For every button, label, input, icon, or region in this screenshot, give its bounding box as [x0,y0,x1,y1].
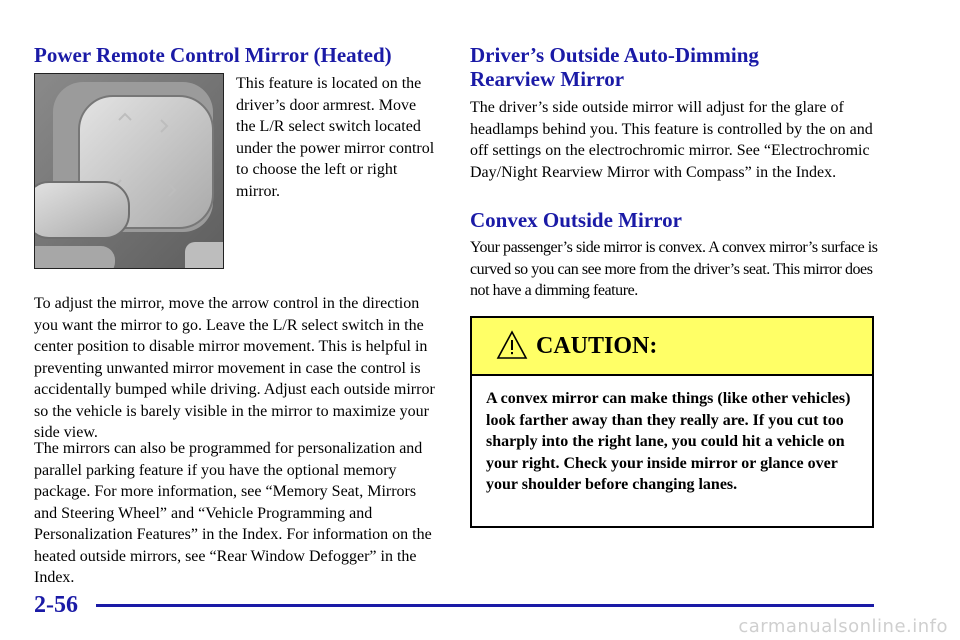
caution-text: A convex mirror can make things (like other vehicles) look farther away than they really are. If you cut too sharply into the right lane, you could hit a vehicle on your right. Check your inside mirror or glance over your shoulder before changing lanes. [486,390,851,493]
section-heading-convex-mirror: Convex Outside Mirror [470,208,682,232]
mirror-control-illustration [35,74,223,268]
page-number: 2-56 [34,592,78,618]
heading-line-1: Driver’s Outside Auto-Dimming [470,43,759,67]
memory-package-paragraph: The mirrors can also be programmed for personalization and parallel parking feature if you have the optional memory package. For more information, see “Memory Seat, Mirrors and Steering Wheel” and “Vehicle Programming and Personalization Features” in the Index. For information on the heated outside mirrors, see “Rear Window Defogger” in the Index. [34,440,432,586]
watermark-text: carmanualsonline.info [738,616,948,637]
section-heading-auto-dimming [470,43,759,91]
caution-title: CAUTION: [536,333,658,359]
footer-rule [96,604,874,607]
caution-header [472,318,872,376]
convex-mirror-paragraph: Your passenger’s side mirror is convex. A convex mirror’s surface is curved so you can see more from the driver’s seat. This mirror does not have a dimming feature. [470,239,878,299]
section-heading-power-mirror: Power Remote Control Mirror (Heated) [34,43,392,67]
caution-box [470,316,874,528]
auto-dimming-paragraph: The driver’s side outside mirror will adjust for the glare of headlamps behind you. This feature is controlled by the on and off settings on the electrochromic mirror. See “Electrochromic Day/Night Rearview Mirror with Compass” in the Index. [470,99,873,181]
adjust-mirror-paragraph: To adjust the mirror, move the arrow control in the direction you want the mirror to go. Leave the L/R select switch in the center position to disable mirror movement. This is helpful in preventing unwanted mirror movement in case the control is accidentally bumped while driving. Adjust each outside mirror so the vehicle is barely visible in the mirror to maximize your side view. [34,295,435,441]
mirror-control-photo [34,73,224,269]
intro-text: This feature is located on the driver’s door armrest. Move the L/R select switch located under the power mirror control to choose the left or right mirror. [236,75,435,200]
heading-line-2: Rearview Mirror [470,67,625,91]
warning-triangle-icon [496,330,528,360]
